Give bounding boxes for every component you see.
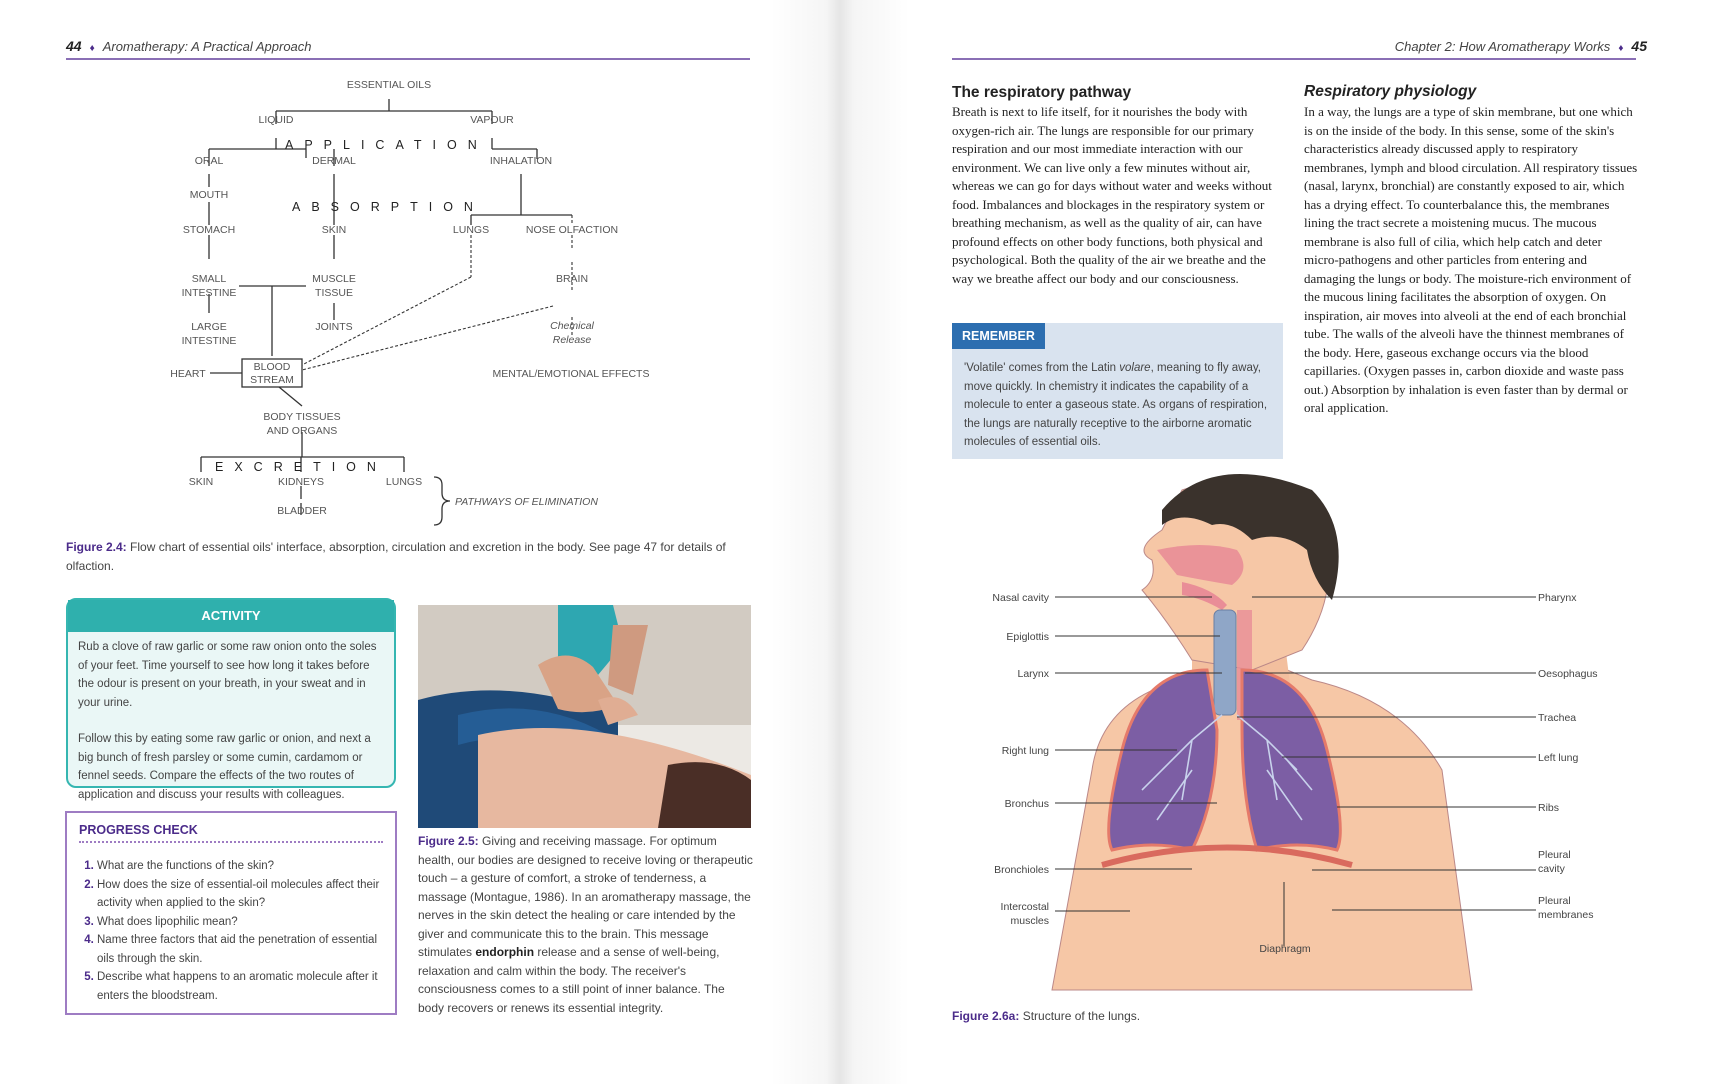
label-epiglottis: Epiglottis <box>1006 631 1049 643</box>
respiratory-pathway-title: The respiratory pathway <box>952 84 1132 101</box>
header-rule <box>952 58 1636 60</box>
respiratory-physiology-body: In a way, the lungs are a type of skin membrane, but one which is on the inside of the body. In this sense, some of the skin's characteristics already discussed apply to respiratory membranes, lymph and blood circulation. All respiratory tissues (nasal, larynx, bronchial) are constantly exposed to air, which has a drying effect. To counterbalance this, the membranes lining the tract secrete a moistening mucus. The mucous membrane is also full of cilia, which help catch and deter micro-pathogens and other particles from entering and damaging the lungs or body. The moisture-rich environment of the mucous lining facilitates the absorption of oxygen. On inspiration, air moves into alveoli at the end of each bronchial tube. The walls of the alveoli have the thinnest membranes of the body. Here, gaseous exchange occurs via the blood capillaries. (Oxygen passes in, carbon dioxide and waste pass out.) Absorption by inhalation is even faster than by dermal or oral application. <box>1304 104 1638 415</box>
figure-2-4-label: Figure 2.4: <box>66 540 127 554</box>
right-page-number: 45 <box>1631 38 1647 54</box>
progress-item: 2. How does the size of essential-oil molecules affect their activity when applied to the skin? <box>97 876 385 913</box>
fc-heart: HEART <box>170 368 206 380</box>
progress-check-list <box>77 857 385 1005</box>
label-nasal-cavity: Nasal cavity <box>992 592 1049 604</box>
figure-2-5-text-1: Giving and receiving massage. For optimum health, our bodies are designed to receive loving or therapeutic touch – a gesture of comfort, a stroke of tenderness, a massage (Montague, 1986). In an aromatherapy massage, the nerves in the skin detect the healing or care intended by the giver and communicate this to the brain. This message stimulates <box>418 834 753 959</box>
essential-oils-flowchart <box>0 70 836 530</box>
fc-small-intestine-1: SMALL <box>191 273 227 285</box>
fc-muscle-tissue-2: TISSUE <box>315 287 353 299</box>
fc-chemical-2: Release <box>552 334 592 346</box>
massage-photo <box>418 605 751 828</box>
activity-paragraph-1: Rub a clove of raw garlic or some raw onion onto the soles of your feet. Time yourself to see how long it takes before the odour is present on your breath, in your sweat and in your urine. <box>78 641 377 709</box>
figure-2-6a-label: Figure 2.6a: <box>952 1009 1020 1023</box>
fc-lungs: LUNGS <box>452 224 490 236</box>
label-oesophagus: Oesophagus <box>1538 668 1598 680</box>
progress-check-title: PROGRESS CHECK <box>79 823 383 843</box>
fc-dermal: DERMAL <box>312 155 356 167</box>
fc-excretion: EXCRETION <box>215 460 387 474</box>
label-bronchioles: Bronchioles <box>994 864 1049 876</box>
label-intercostal-1: Intercostal <box>1000 901 1049 913</box>
lungs-diagram <box>952 470 1672 990</box>
label-bronchus: Bronchus <box>1004 798 1049 810</box>
progress-item: 1. What are the functions of the skin? <box>97 857 385 876</box>
label-right-lung: Right lung <box>1001 745 1049 757</box>
fc-oral: ORAL <box>194 155 224 167</box>
label-diaphragm: Diaphragm <box>1259 943 1311 955</box>
remember-text-2: , meaning to fly away, move quickly. In chemistry it indicates the capability of a molecule to enter a gaseous state. As organs of respiration, the lungs are naturally receptive to the airborne aromatic molecules of essential oils. <box>964 362 1268 448</box>
book-title: Aromatherapy: A Practical Approach <box>102 39 312 54</box>
label-left-lung: Left lung <box>1538 752 1579 764</box>
fc-essential-oils: ESSENTIAL OILS <box>346 79 432 91</box>
fc-blood-2: STREAM <box>250 374 294 386</box>
remember-text-1: 'Volatile' comes from the Latin <box>964 362 1120 374</box>
fc-mental-effects: MENTAL/EMOTIONAL EFFECTS <box>492 368 650 380</box>
activity-paragraph-2: Follow this by eating some raw garlic or onion, and next a big bunch of fresh parsley or some cumin, cardamom or fennel seeds. Compare the effects of the two routes of application and discuss your results with colleagues. <box>78 733 371 801</box>
respiratory-pathway-body: Breath is next to life itself, for it nourishes the body with oxygen-rich air. The lungs are responsible for our primary respiration and our most immediate interaction with our environment. We can live only a few minutes without air, whereas we can go for days without water and weeks without food. Imbalances and blockages in the respiratory system or breathing mechanism, as well as the quality of air, can have profound effects on other body functions, both physical and psychological. Both the quality of the air we breathe and the way we breathe affect our body and our consciousness. <box>952 104 1272 286</box>
fc-bladder: BLADDER <box>277 505 327 517</box>
fc-liquid: LIQUID <box>258 114 294 126</box>
fc-joints: JOINTS <box>315 321 353 333</box>
right-running-header <box>1395 38 1647 54</box>
label-pleural-cavity-2: cavity <box>1538 863 1565 875</box>
fc-absorption: ABSORPTION <box>292 200 484 214</box>
fc-large-intestine-1: LARGE <box>191 321 227 333</box>
remember-text <box>964 359 1276 452</box>
fc-mouth: MOUTH <box>189 189 229 201</box>
figure-2-5-bold: endorphin <box>475 945 535 959</box>
label-ribs: Ribs <box>1538 802 1560 814</box>
fc-chemical-1: Chemical <box>550 320 594 332</box>
progress-item: 4. Name three factors that aid the penetration of essential oils through the skin. <box>97 931 385 968</box>
figure-2-5-caption <box>418 832 753 1017</box>
fc-brain: BRAIN <box>555 273 589 285</box>
respiratory-physiology-title: Respiratory physiology <box>1304 83 1477 100</box>
fc-application: APPLICATION <box>285 138 488 152</box>
fc-skin: SKIN <box>321 224 347 236</box>
progress-check-box <box>65 811 397 1015</box>
fc-blood-1: BLOOD <box>253 361 291 373</box>
label-pharynx: Pharynx <box>1538 592 1577 604</box>
figure-2-4-caption <box>66 538 746 576</box>
fc-stomach: STOMACH <box>182 224 236 236</box>
fc-ex-kidneys: KIDNEYS <box>277 476 325 488</box>
label-pleural-membranes-2: membranes <box>1538 909 1594 921</box>
fc-ex-skin: SKIN <box>188 476 214 488</box>
fc-pathways: PATHWAYS OF ELIMINATION <box>455 496 598 508</box>
fc-body-tissues-1: BODY TISSUES <box>263 411 341 423</box>
fc-large-intestine-2: INTESTINE <box>181 335 237 347</box>
figure-2-5-text-2: release and a sense of well-being, relaxation and calm within the body. The receiver's consciousness comes to a still point of inner balance. The body recovers or renews its essential integrity. <box>418 945 725 1015</box>
remember-tag: REMEMBER <box>952 323 1045 349</box>
header-drop-icon: ♦ <box>89 43 95 54</box>
progress-item: 5. Describe what happens to an aromatic molecule after it enters the bloodstream. <box>97 968 385 1005</box>
fc-small-intestine-2: INTESTINE <box>181 287 237 299</box>
label-pleural-cavity-1: Pleural <box>1538 849 1571 861</box>
fc-nose-olfaction: NOSE OLFACTION <box>525 224 619 236</box>
figure-2-6a-caption <box>952 1007 1140 1026</box>
fc-ex-lungs: LUNGS <box>385 476 423 488</box>
chapter-title: Chapter 2: How Aromatherapy Works <box>1394 39 1611 54</box>
figure-2-5-label: Figure 2.5: <box>418 834 479 848</box>
remember-italic: volare <box>1119 362 1151 374</box>
left-page <box>0 0 836 1084</box>
fc-muscle-tissue-1: MUSCLE <box>312 273 356 285</box>
figure-2-6a-text: Structure of the lungs. <box>1019 1009 1141 1023</box>
left-page-number: 44 <box>66 38 82 54</box>
fc-body-tissues-2: AND ORGANS <box>266 425 338 437</box>
label-intercostal-2: muscles <box>1010 915 1049 927</box>
header-rule <box>66 58 750 60</box>
fc-inhalation: INHALATION <box>489 155 553 167</box>
remember-box <box>952 323 1283 459</box>
label-pleural-membranes-1: Pleural <box>1538 895 1571 907</box>
label-larynx: Larynx <box>1017 668 1049 680</box>
figure-2-4-text: Flow chart of essential oils' interface, absorption, circulation and excretion in the body. See page 47 for details of olfaction. <box>66 540 726 573</box>
left-running-header <box>66 38 312 54</box>
activity-title: ACTIVITY <box>68 600 394 632</box>
header-drop-icon: ♦ <box>1618 43 1624 54</box>
progress-item: 3. What does lipophilic mean? <box>97 913 385 932</box>
fc-vapour: VAPOUR <box>470 114 514 126</box>
label-trachea: Trachea <box>1538 712 1577 724</box>
activity-box <box>66 598 396 801</box>
